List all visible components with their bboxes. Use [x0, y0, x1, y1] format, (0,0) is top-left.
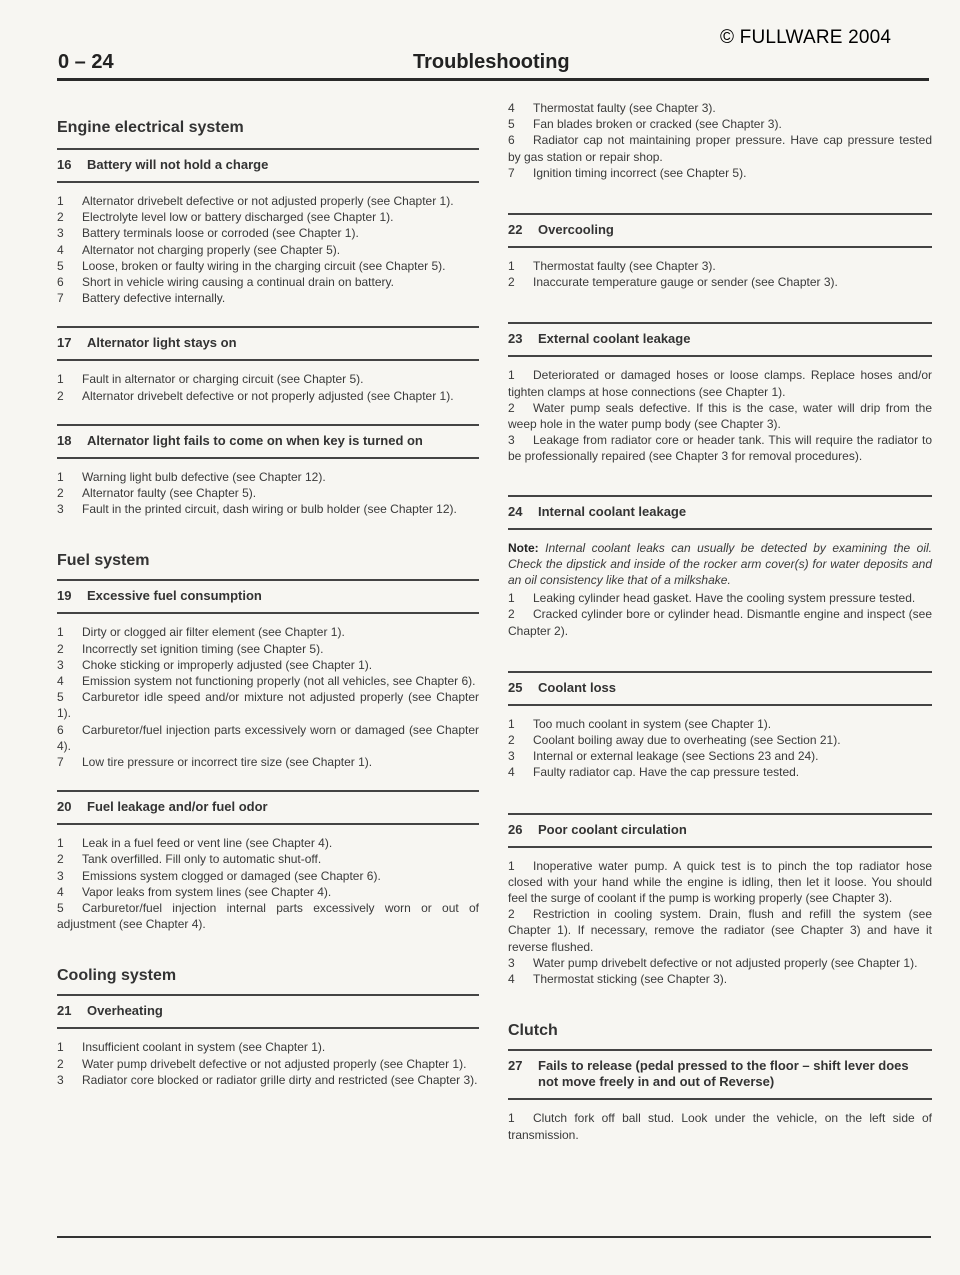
list-item	[508, 858, 932, 907]
item-text: Faulty radiator cap. Have the cap pressure tested.	[533, 765, 800, 780]
item-number: 7	[508, 165, 515, 180]
subsection-20-items	[57, 835, 479, 932]
subsection-title: Fuel leakage and/or fuel odor	[87, 799, 268, 815]
item-number: 6	[57, 722, 64, 737]
item-text: Insufficient coolant in system (see Chapter 1).	[82, 1040, 326, 1055]
list-item	[57, 673, 479, 689]
list-item	[57, 469, 479, 485]
item-number: 2	[508, 607, 515, 622]
list-item	[57, 193, 479, 209]
subsection-title: Battery will not hold a charge	[87, 157, 269, 172]
subsection-27-heading	[508, 1049, 932, 1100]
item-number: 6	[508, 133, 515, 148]
item-text: Radiator core blocked or radiator grille dirty and restricted (see Chapter 3).	[82, 1072, 478, 1087]
item-number: 6	[57, 275, 64, 290]
item-number: 2	[508, 400, 515, 415]
item-text: Alternator drivebelt defective or not adjusted properly (see Chapter 1).	[82, 194, 454, 208]
list-item	[508, 732, 932, 748]
list-item	[508, 367, 932, 399]
item-number: 2	[57, 1056, 64, 1071]
subsection-18-heading	[57, 424, 479, 459]
list-item	[57, 1039, 479, 1055]
item-text: Carburetor/fuel injection parts excessively worn or damaged (see Chapter 4).	[57, 722, 479, 753]
item-number: 4	[57, 242, 64, 257]
subsection-17-heading	[57, 326, 479, 361]
item-text: Leaking cylinder head gasket. Have the cooling system pressure tested.	[533, 591, 916, 606]
item-number: 5	[57, 258, 64, 273]
list-item	[508, 1110, 932, 1142]
item-text: Leak in a fuel feed or vent line (see Chapter 4).	[82, 836, 333, 851]
list-item	[57, 884, 479, 900]
item-number: 3	[57, 226, 64, 241]
item-text: Water pump seals defective. If this is the case, water will drip from the weep hole in the water pump body (see Chapter 3).	[508, 400, 932, 432]
list-item	[57, 371, 479, 387]
item-number: 1	[57, 1040, 64, 1055]
copyright-text: © FULLWARE 2004	[720, 27, 892, 48]
subsection-22-heading	[508, 213, 932, 248]
item-text: Water pump drivebelt defective or not adjusted properly (see Chapter 1).	[82, 1056, 467, 1071]
item-text: Carburetor/fuel injection internal parts excessively worn or out of adjustment (see Chapter 4).	[57, 901, 479, 932]
list-item	[508, 274, 932, 290]
subsection-21-heading	[57, 994, 479, 1029]
list-item	[57, 1056, 479, 1072]
item-number: 3	[57, 502, 64, 517]
item-text: Leakage from radiator core or header tank. This will require the radiator to be professionally repaired (see Chapter 3 for removal procedures).	[508, 433, 932, 464]
item-number: 2	[57, 388, 64, 403]
list-item	[508, 606, 932, 638]
subsection-number: 25	[508, 679, 523, 695]
list-item	[57, 225, 479, 241]
subsection-title: Overheating	[87, 1003, 163, 1019]
item-text: Low tire pressure or incorrect tire size (see Chapter 1).	[82, 755, 373, 770]
list-item	[57, 689, 479, 721]
list-item	[57, 485, 479, 501]
item-number: 1	[57, 625, 64, 640]
subsection-24-heading	[508, 495, 932, 530]
subsection-number: 24	[508, 503, 523, 519]
subsection-21-items	[57, 1039, 479, 1088]
item-number: 1	[508, 368, 515, 383]
subsection-24-items	[508, 590, 932, 639]
item-text: Alternator not charging properly (see Chapter 5).	[82, 242, 341, 257]
list-item	[508, 906, 932, 955]
subsection-19-items	[57, 624, 479, 770]
item-number: 1	[57, 836, 64, 851]
list-item	[57, 290, 479, 306]
item-number: 5	[57, 901, 64, 916]
item-number: 2	[57, 641, 64, 656]
subsection-number: 17	[57, 335, 72, 351]
item-text: Thermostat sticking (see Chapter 3).	[533, 972, 728, 987]
list-item	[57, 835, 479, 851]
item-text: Inoperative water pump. A quick test is to pinch the top radiator hose closed with your hand while the engine is idling, then let it loose. You should feel the surge of coolant if the pump is working properly (see Chapter 3).	[508, 858, 932, 906]
item-text: Water pump drivebelt defective or not adjusted properly (see Chapter 1).	[533, 955, 918, 970]
item-text: Battery terminals loose or corroded (see Chapter 1).	[82, 226, 359, 241]
item-text: Internal or external leakage (see Sections 23 and 24).	[533, 749, 819, 764]
list-item	[57, 388, 479, 404]
list-item	[508, 132, 932, 164]
item-text: Deteriorated or damaged hoses or loose clamps. Replace hoses and/or tighten clamps at hose connections (see Chapter 1).	[508, 368, 932, 399]
section-heading-cooling: Cooling system	[57, 967, 177, 985]
list-item	[57, 754, 479, 770]
list-item	[57, 851, 479, 867]
subsection-title: Coolant loss	[538, 679, 617, 695]
list-item	[57, 624, 479, 640]
subsection-title: Overcooling	[538, 222, 614, 238]
item-number: 4	[508, 101, 515, 115]
list-item	[508, 258, 932, 274]
list-item	[508, 100, 932, 116]
subsection-24-note	[508, 540, 932, 589]
subsection-25-heading	[508, 671, 932, 706]
subsection-title: Internal coolant leakage	[538, 503, 687, 519]
subsection-title: Fails to release (pedal pressed to the floor – shift lever does not move freely in and out of Reverse)	[538, 1058, 909, 1090]
item-text: Dirty or clogged air filter element (see Chapter 1).	[82, 625, 345, 640]
item-text: Emissions system clogged or damaged (see Chapter 6).	[82, 868, 381, 883]
list-item	[57, 242, 479, 258]
item-text: Warning light bulb defective (see Chapter 12).	[82, 469, 326, 484]
subsection-number: 18	[57, 432, 72, 448]
item-text: Alternator faulty (see Chapter 5).	[82, 486, 257, 501]
list-item	[57, 501, 479, 517]
item-text: Too much coolant in system (see Chapter 1).	[533, 716, 772, 731]
item-number: 1	[57, 372, 64, 387]
subsection-title: Poor coolant circulation	[538, 821, 687, 837]
item-number: 2	[508, 907, 515, 922]
item-number: 1	[508, 1111, 515, 1126]
subsection-number: 22	[508, 222, 523, 238]
item-number: 4	[508, 972, 515, 987]
item-text: Loose, broken or faulty wiring in the charging circuit (see Chapter 5).	[82, 258, 446, 273]
section-heading-engine-electrical: Engine electrical system	[57, 119, 244, 136]
subsection-number: 27	[508, 1058, 523, 1074]
note-label: Note:	[508, 540, 539, 555]
page-title: Troubleshooting	[413, 51, 570, 73]
item-text: Carburetor idle speed and/or mixture not adjusted properly (see Chapter 1).	[57, 690, 479, 721]
subsection-number: 20	[57, 799, 72, 815]
subsection-16-heading	[57, 148, 479, 183]
item-text: Restriction in cooling system. Drain, flush and refill the system (see Chapter 1). If necessary, remove the radiator (see Chapter 3) and have it reverse flushed.	[508, 907, 932, 954]
left-column	[57, 96, 479, 1088]
note-text: Internal coolant leaks can usually be detected by examining the oil. Check the dipstick and inside of the rocker arm cover(s) for water deposits and an oil consistency like that of a milkshake.	[508, 540, 932, 588]
list-item	[508, 432, 932, 464]
list-item	[508, 400, 932, 432]
subsection-17-items	[57, 371, 479, 403]
item-text: Ignition timing incorrect (see Chapter 5).	[533, 165, 747, 180]
subsection-number: 16	[57, 157, 72, 172]
item-number: 1	[508, 858, 515, 873]
item-text: Fault in alternator or charging circuit (see Chapter 5).	[82, 372, 364, 387]
item-text: Short in vehicle wiring causing a continual drain on battery.	[82, 275, 394, 290]
footer-rule	[57, 1236, 931, 1238]
subsection-number: 23	[508, 331, 523, 347]
list-item	[57, 722, 479, 754]
item-text: Radiator cap not maintaining proper pressure. Have cap pressure tested by gas station or repair shop.	[508, 133, 932, 164]
item-text: Alternator drivebelt defective or not properly adjusted (see Chapter 1).	[82, 388, 454, 403]
item-number: 3	[57, 868, 64, 883]
item-text: Vapor leaks from system lines (see Chapter 4).	[82, 884, 332, 899]
item-number: 3	[508, 749, 515, 764]
section-heading-clutch: Clutch	[508, 1022, 558, 1040]
item-number: 2	[57, 852, 64, 867]
item-text: Fan blades broken or cracked (see Chapter 3).	[533, 117, 782, 132]
item-number: 5	[57, 690, 64, 705]
item-text: Battery defective internally.	[82, 291, 226, 306]
list-item	[508, 716, 932, 732]
subsection-27-items	[508, 1110, 932, 1142]
item-number: 3	[57, 1072, 64, 1087]
subsection-26-heading	[508, 813, 932, 848]
item-number: 2	[508, 733, 515, 748]
item-text: Thermostat faulty (see Chapter 3).	[533, 101, 716, 115]
list-item	[508, 165, 932, 181]
subsection-23-heading	[508, 322, 932, 357]
item-number: 2	[508, 275, 515, 290]
item-text: Coolant boiling away due to overheating (see Section 21).	[533, 733, 841, 748]
subsection-title: Alternator light stays on	[87, 335, 237, 351]
list-item	[508, 116, 932, 132]
list-item	[508, 764, 932, 780]
item-text: Electrolyte level low or battery discharged (see Chapter 1).	[82, 210, 394, 225]
subsection-22-items	[508, 258, 932, 290]
item-text: Incorrectly set ignition timing (see Chapter 5).	[82, 641, 324, 656]
subsection-number: 26	[508, 821, 523, 837]
item-number: 4	[57, 674, 64, 689]
item-number: 2	[57, 486, 64, 501]
subsection-20-heading	[57, 790, 479, 825]
list-item	[57, 657, 479, 673]
item-number: 3	[508, 433, 515, 448]
item-text: Tank overfilled. Fill only to automatic shut-off.	[82, 852, 322, 867]
list-item	[57, 274, 479, 290]
item-text: Emission system not functioning properly (not all vehicles, see Chapter 6).	[82, 674, 476, 689]
subsection-16-items	[57, 193, 479, 306]
list-item	[57, 641, 479, 657]
item-number: 1	[57, 194, 64, 208]
subsection-23-items	[508, 367, 932, 464]
subsection-title: External coolant leakage	[538, 331, 691, 347]
subsection-title: Excessive fuel consumption	[87, 588, 262, 604]
item-number: 5	[508, 117, 515, 132]
item-text: Thermostat faulty (see Chapter 3).	[533, 259, 716, 274]
header-rule	[57, 78, 929, 81]
item-text: Choke sticking or improperly adjusted (see Chapter 1).	[82, 657, 373, 672]
list-item	[57, 258, 479, 274]
item-number: 2	[57, 210, 64, 225]
subsection-title: Alternator light fails to come on when key is turned on	[87, 432, 423, 448]
item-text: Inaccurate temperature gauge or sender (see Chapter 3).	[533, 275, 838, 290]
list-item	[57, 1072, 479, 1088]
list-item	[508, 971, 932, 987]
item-text: Clutch fork off ball stud. Look under the vehicle, on the left side of transmission.	[508, 1111, 932, 1142]
item-text: Fault in the printed circuit, dash wiring or bulb holder (see Chapter 12).	[82, 502, 457, 517]
list-item	[57, 900, 479, 932]
list-item	[57, 209, 479, 225]
item-number: 1	[508, 259, 515, 274]
section-heading-fuel: Fuel system	[57, 552, 150, 570]
subsection-25-items	[508, 716, 932, 781]
list-item	[508, 955, 932, 971]
item-number: 1	[508, 716, 515, 731]
item-number: 4	[57, 884, 64, 899]
list-item	[508, 748, 932, 764]
item-text: Cracked cylinder bore or cylinder head. Dismantle engine and inspect (see Chapter 2).	[508, 607, 932, 638]
list-item	[508, 590, 932, 606]
item-number: 7	[57, 755, 64, 770]
subsection-19-heading	[57, 579, 479, 614]
page-number: 0 – 24	[58, 51, 114, 73]
item-number: 1	[57, 469, 64, 484]
subsection-18-items	[57, 469, 479, 518]
item-number: 1	[508, 591, 515, 606]
list-item	[57, 868, 479, 884]
right-column	[508, 100, 932, 1143]
item-number: 7	[57, 291, 64, 306]
item-number: 4	[508, 765, 515, 780]
subsection-26-items	[508, 858, 932, 988]
item-number: 3	[57, 657, 64, 672]
subsection-number: 21	[57, 1003, 72, 1019]
item-number: 3	[508, 955, 515, 970]
subsection-number: 19	[57, 588, 72, 604]
subsection-21-continued-items	[508, 100, 932, 181]
